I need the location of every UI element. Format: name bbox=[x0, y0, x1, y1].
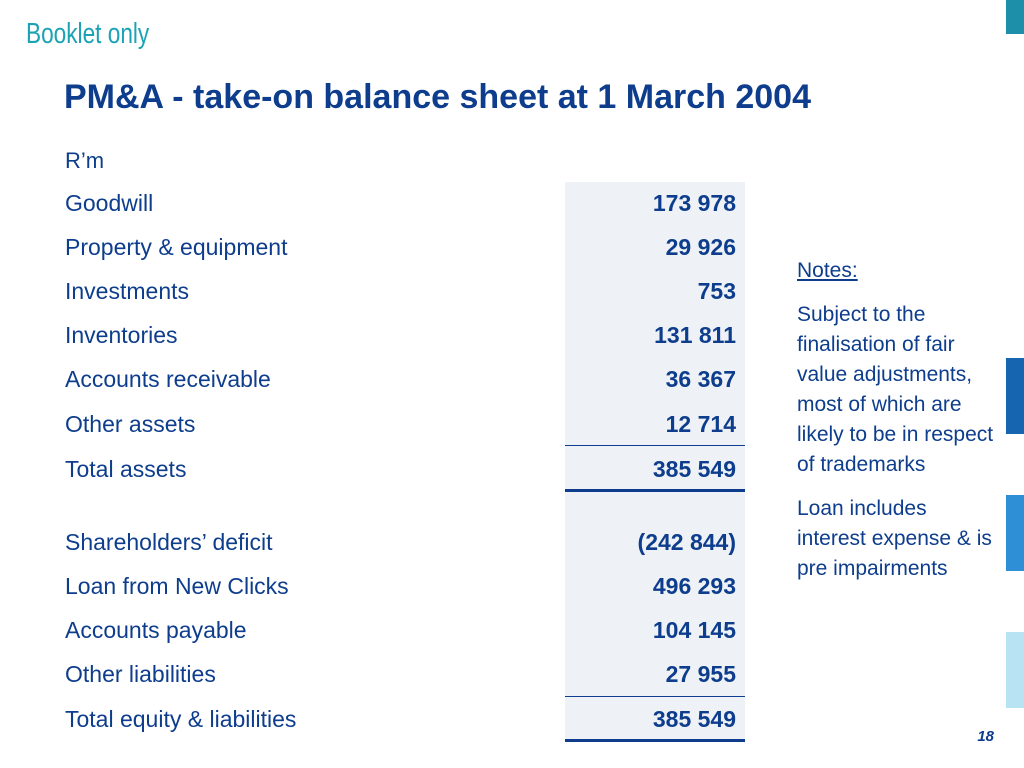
row-value-total-equity: 385 549 bbox=[652, 706, 736, 732]
row-value-total-assets: 385 549 bbox=[652, 456, 736, 482]
row-value-other-assets: 12 714 bbox=[665, 411, 736, 437]
row-label-payable: Accounts payable bbox=[65, 617, 247, 643]
note-item: Loan includes interest expense & is pre impairments bbox=[797, 497, 992, 580]
subtotal-line bbox=[565, 445, 745, 446]
unit-label: R’m bbox=[65, 148, 105, 173]
row-value-goodwill: 173 978 bbox=[652, 190, 736, 216]
page-number: 18 bbox=[977, 728, 994, 745]
total-line bbox=[565, 489, 745, 492]
row-label-deficit: Shareholders’ deficit bbox=[65, 529, 273, 555]
row-label-investments: Investments bbox=[65, 278, 189, 304]
row-label-total-assets: Total assets bbox=[65, 456, 187, 482]
notes-panel bbox=[797, 256, 997, 598]
row-value-loan: 496 293 bbox=[652, 573, 736, 599]
row-value-inventories: 131 811 bbox=[654, 322, 736, 348]
row-label-goodwill: Goodwill bbox=[65, 190, 154, 216]
side-bar-top bbox=[1006, 0, 1024, 34]
row-value-deficit: (242 844) bbox=[637, 529, 736, 555]
side-bar-mid-2 bbox=[1006, 495, 1024, 571]
row-label-total-equity: Total equity & liabilities bbox=[65, 706, 297, 732]
booklet-tag: Booklet only bbox=[26, 18, 150, 50]
row-value-other-liabilities: 27 955 bbox=[665, 661, 736, 687]
subtotal-line bbox=[565, 696, 745, 697]
side-bar-mid-1 bbox=[1006, 358, 1024, 434]
row-label-other-assets: Other assets bbox=[65, 411, 196, 437]
row-label-property: Property & equipment bbox=[65, 234, 288, 260]
side-bar-bottom bbox=[1006, 632, 1024, 708]
row-label-loan: Loan from New Clicks bbox=[65, 573, 289, 599]
row-value-property: 29 926 bbox=[665, 234, 736, 260]
row-label-inventories: Inventories bbox=[65, 322, 178, 348]
row-value-investments: 753 bbox=[697, 278, 736, 304]
row-value-receivable: 36 367 bbox=[665, 366, 736, 392]
total-line bbox=[565, 739, 745, 742]
notes-heading: Notes: bbox=[797, 259, 858, 282]
row-label-other-liabilities: Other liabilities bbox=[65, 661, 216, 687]
row-value-payable: 104 145 bbox=[652, 617, 736, 643]
slide-title: PM&A - take-on balance sheet at 1 March 2004 bbox=[64, 78, 812, 116]
row-label-receivable: Accounts receivable bbox=[65, 366, 271, 392]
note-item: Subject to the finalisation of fair value adjustments, most of which are likely to be in respect of trademarks bbox=[797, 303, 994, 476]
